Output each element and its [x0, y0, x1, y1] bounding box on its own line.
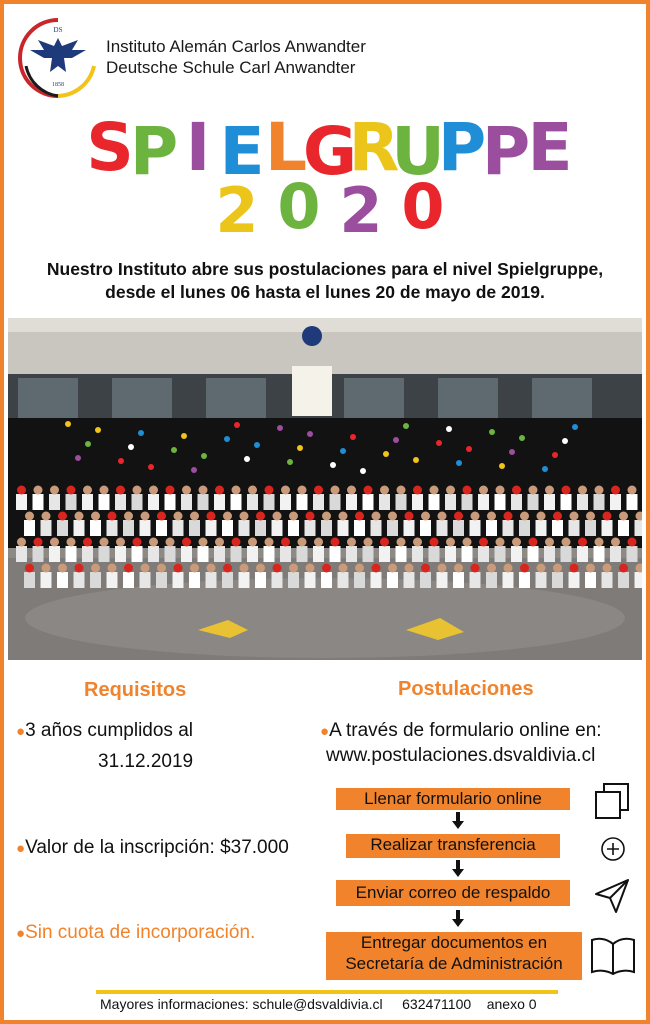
requirement-age-text: 3 años cumplidos al — [25, 720, 193, 741]
step-1: Llenar formulario online — [336, 788, 570, 810]
step-3: Enviar correo de respaldo — [336, 880, 570, 906]
event-title — [60, 104, 600, 244]
title-letter: E — [527, 109, 573, 186]
title-letter: R — [348, 109, 400, 186]
bullet-icon: ● — [16, 925, 26, 942]
arrow-down-icon — [452, 812, 464, 830]
year-digit: 2 — [215, 174, 259, 244]
applications-method — [320, 719, 602, 744]
year-digit: 2 — [339, 174, 383, 244]
intro-text — [0, 258, 650, 304]
intro-line-1: Nuestro Instituto abre sus postulaciones para el nivel Spielgruppe, — [46, 259, 604, 279]
requirement-fee-text: Valor de la inscripción: $37.000 — [25, 837, 289, 858]
year-digit: 0 — [401, 170, 445, 243]
title-letter: U — [391, 113, 445, 190]
step-2: Realizar transferencia — [346, 834, 560, 858]
plus-circle-icon — [600, 836, 626, 862]
applications-url[interactable]: www.postulaciones.dsvaldivia.cl — [326, 745, 596, 766]
applications-heading: Postulaciones — [398, 678, 534, 700]
school-name — [106, 36, 366, 78]
title-letter: L — [264, 109, 308, 186]
logo-initials: DS — [53, 26, 63, 34]
arrow-down-icon — [452, 910, 464, 928]
step-4 — [326, 932, 582, 980]
bullet-icon: ● — [16, 723, 26, 740]
requirement-age-date: 31.12.2019 — [98, 751, 194, 772]
school-name-de: Deutsche Schule Carl Anwandter — [106, 58, 356, 77]
title-letter: I — [185, 109, 211, 186]
title-letter: G — [302, 113, 358, 190]
step-4-line-2: Secretaría de Administración — [345, 954, 563, 973]
step-4-line-1: Entregar documentos en — [360, 933, 548, 952]
title-letter: P — [129, 113, 179, 190]
requirements-heading: Requisitos — [84, 679, 187, 701]
requirement-no-fee-text: Sin cuota de incorporación. — [25, 922, 256, 943]
intro-line-2: desde el lunes 06 hasta el lunes 20 de mayo de 2019. — [105, 282, 545, 302]
bullet-icon: ● — [320, 723, 330, 740]
arrow-down-icon — [452, 860, 464, 878]
book-icon — [590, 936, 636, 976]
title-letter: P — [437, 109, 487, 186]
applications-method-text: A través de formulario online en: — [329, 720, 602, 741]
year-digit: 0 — [277, 170, 321, 243]
title-letter: E — [219, 113, 265, 190]
school-name-es: Instituto Alemán Carlos Anwandter — [106, 37, 366, 56]
footer-email[interactable]: Mayores informaciones: schule@dsvaldivia.cl — [100, 996, 383, 1012]
title-letter: S — [86, 109, 134, 186]
footer-extension: anexo 0 — [486, 996, 537, 1012]
requirement-fee — [16, 836, 289, 861]
bullet-icon: ● — [16, 840, 26, 857]
school-logo — [18, 16, 98, 100]
requirement-no-fee — [16, 921, 255, 946]
group-photo — [8, 318, 642, 660]
title-letter: P — [481, 113, 531, 190]
logo-year: 1858 — [52, 82, 64, 88]
footer-divider — [96, 990, 558, 994]
send-icon — [594, 878, 630, 914]
footer-contact — [100, 996, 537, 1012]
requirement-age — [16, 719, 193, 744]
copy-icon — [592, 780, 634, 822]
footer-phone: 632471100 — [402, 996, 472, 1012]
